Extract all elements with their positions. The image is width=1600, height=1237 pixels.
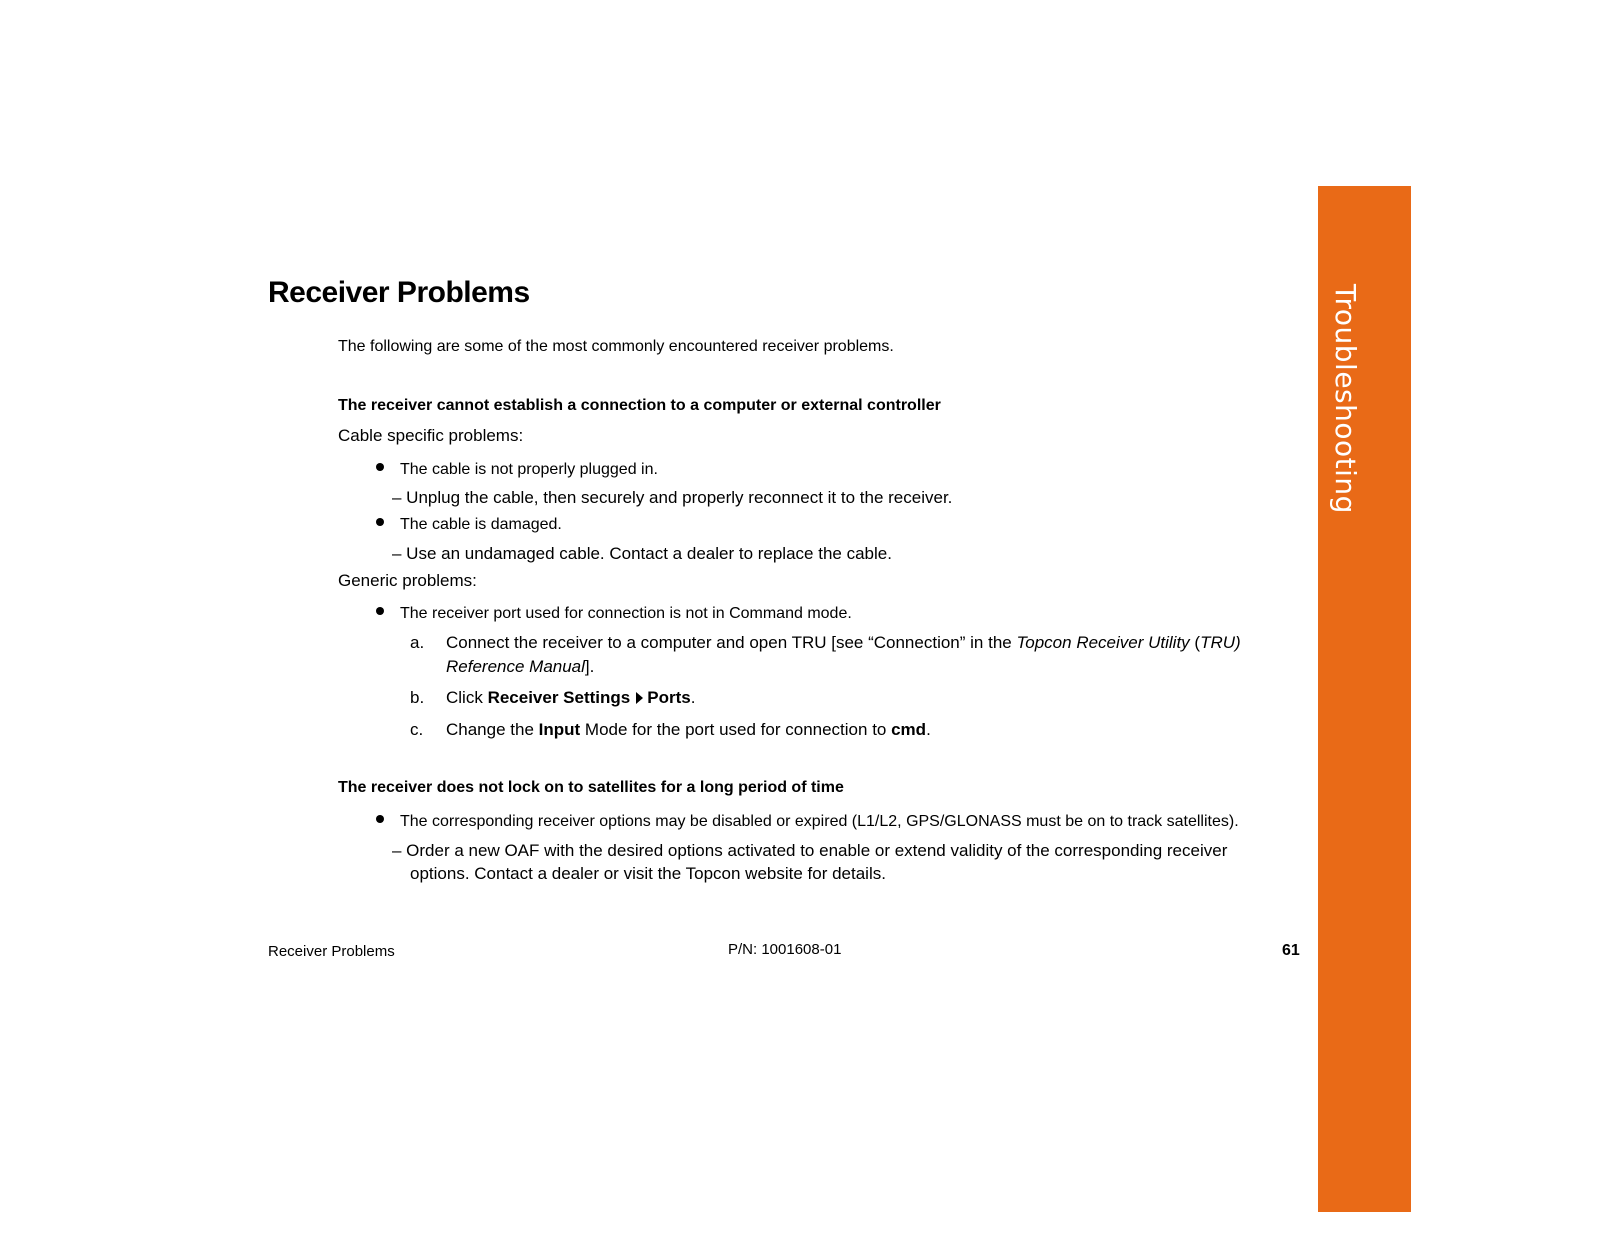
step-c-end: . (926, 720, 931, 739)
satellite-problem: The corresponding receiver options may be disabled or expired (L1/L2, GPS/GLONASS must be on to track satellites). (400, 813, 1239, 830)
satellite-fix-line2: options. Contact a dealer or visit the Topcon website for details. (410, 864, 886, 883)
bullet-icon (376, 607, 384, 615)
step-c-text: Change the (446, 720, 539, 739)
footer-part-number: P/N: 1001608-01 (728, 941, 842, 958)
step-b-text: Click (446, 688, 488, 707)
intro-text: The following are some of the most commonly encountered receiver problems. (338, 338, 894, 355)
cable-fix-2: – Use an undamaged cable. Contact a dealer to replace the cable. (392, 544, 892, 563)
section-heading-connection: The receiver cannot establish a connection to a computer or external controller (338, 397, 941, 414)
step-c-text-2: Mode for the port used for connection to (580, 720, 892, 739)
section-heading-satellites: The receiver does not lock on to satellites for a long period of time (338, 779, 844, 796)
cable-problem-2: The cable is damaged. (400, 516, 562, 533)
bullet-icon (376, 463, 384, 471)
page-title: Receiver Problems (268, 276, 530, 309)
side-tab-label: Troubleshooting (1329, 284, 1362, 514)
step-a-paren: ( (1189, 633, 1201, 652)
step-a-end: ]. (584, 657, 595, 676)
cable-problems-label: Cable specific problems: (338, 426, 524, 445)
cable-fix-1: – Unplug the cable, then securely and properly reconnect it to the receiver. (392, 488, 953, 507)
generic-problems-label: Generic problems: (338, 571, 477, 590)
bullet-icon (376, 815, 384, 823)
cable-problem-1: The cable is not properly plugged in. (400, 461, 658, 478)
step-a-manual-name: Topcon Receiver Utility (1016, 633, 1190, 652)
step-a-manual-suffix: Reference Manual (446, 657, 585, 676)
step-a-line1 (446, 633, 1241, 653)
step-b-end: . (690, 688, 696, 707)
step-b-menu-receiver-settings: Receiver Settings (487, 688, 631, 707)
step-b-line (446, 688, 695, 708)
menu-arrow-icon (636, 692, 643, 704)
step-c-input: Input (538, 720, 581, 739)
footer-section-name: Receiver Problems (268, 943, 395, 960)
satellite-fix-line1: – Order a new OAF with the desired options activated to enable or extend validity of the corresponding receiver (392, 841, 1228, 860)
bullet-icon (376, 518, 384, 526)
step-letter-b: b. (410, 688, 425, 707)
step-c-cmd: cmd (891, 720, 927, 739)
step-letter-c: c. (410, 720, 424, 739)
step-letter-a: a. (410, 633, 425, 652)
step-c-line (446, 720, 931, 740)
step-a-text: Connect the receiver to a computer and open TRU [see “Connection” in the (446, 633, 1017, 652)
step-b-menu-ports: Ports (647, 688, 691, 707)
step-a-line2 (446, 657, 594, 677)
footer-page-number: 61 (1282, 942, 1300, 959)
generic-problem-1: The receiver port used for connection is not in Command mode. (400, 605, 852, 622)
step-a-abbrev: TRU) (1200, 633, 1241, 652)
